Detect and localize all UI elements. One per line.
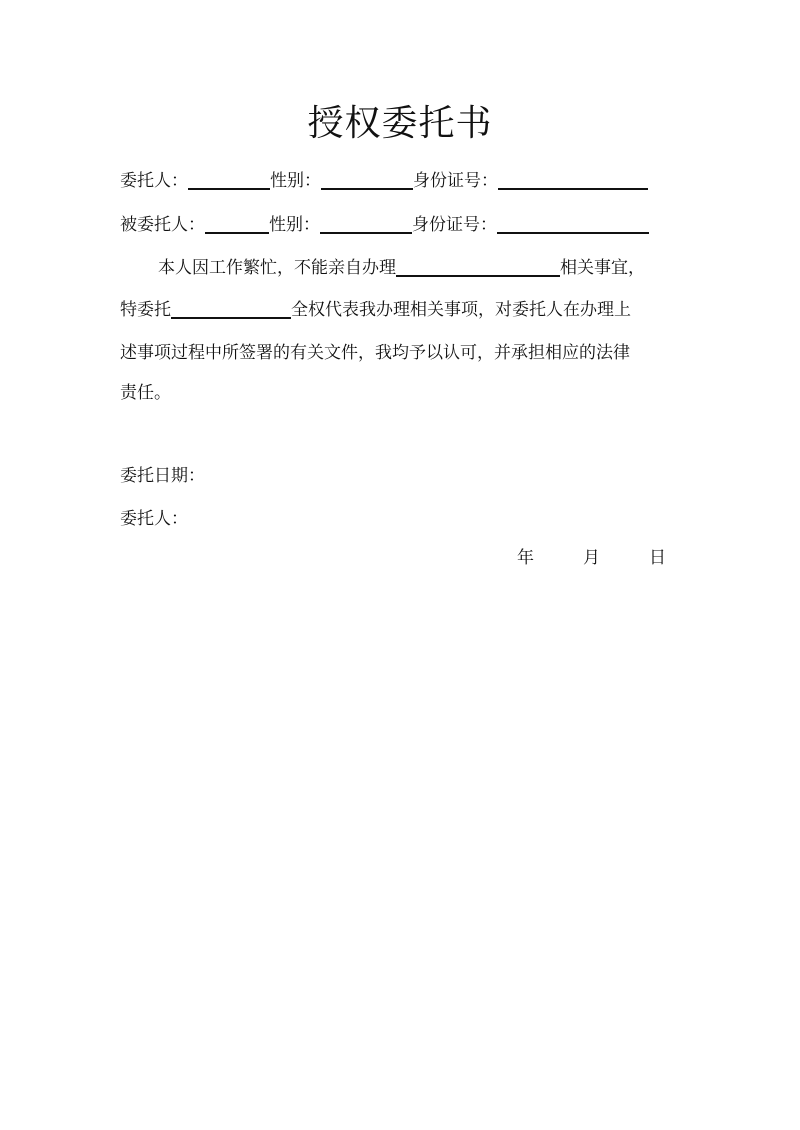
- body-paragraph-line-2: [120, 296, 631, 324]
- month-label: 月: [583, 548, 600, 568]
- agent-info-row: [120, 211, 649, 239]
- principal-gender-label: 性别：: [270, 171, 321, 191]
- document-title: 授权委托书: [307, 103, 493, 144]
- agent-id-blank: [497, 232, 649, 234]
- body-paragraph-line-1: [120, 254, 645, 282]
- body-text: 特委托: [120, 300, 171, 320]
- body-text: 全权代表我办理相关事项，对委托人在办理上: [291, 300, 631, 320]
- body-text: 相关事宜，: [560, 258, 645, 278]
- principal-gender-blank: [321, 188, 413, 190]
- agent-gender-label: 性别：: [269, 215, 320, 235]
- agent-gender-blank: [320, 232, 412, 234]
- year-label: 年: [517, 548, 534, 568]
- agent-label: 被委托人：: [120, 215, 205, 235]
- body-paragraph-line-3: 述事项过程中所签署的有关文件，我均予以认可，并承担相应的法律: [120, 343, 630, 363]
- entrust-date-label: 委托日期：: [120, 466, 205, 486]
- principal-id-blank: [498, 188, 648, 190]
- signer-label: 委托人：: [120, 509, 188, 529]
- principal-label: 委托人：: [120, 171, 188, 191]
- agent-blank: [171, 317, 291, 319]
- principal-id-label: 身份证号：: [413, 171, 498, 191]
- matter-blank: [396, 275, 560, 277]
- body-paragraph-line-4: 责任。: [120, 383, 171, 403]
- day-label: 日: [649, 548, 666, 568]
- principal-name-blank: [188, 188, 270, 190]
- principal-info-row: [120, 167, 648, 195]
- body-text: 本人因工作繁忙，不能亲自办理: [158, 258, 396, 278]
- agent-id-label: 身份证号：: [412, 215, 497, 235]
- agent-name-blank: [205, 232, 269, 234]
